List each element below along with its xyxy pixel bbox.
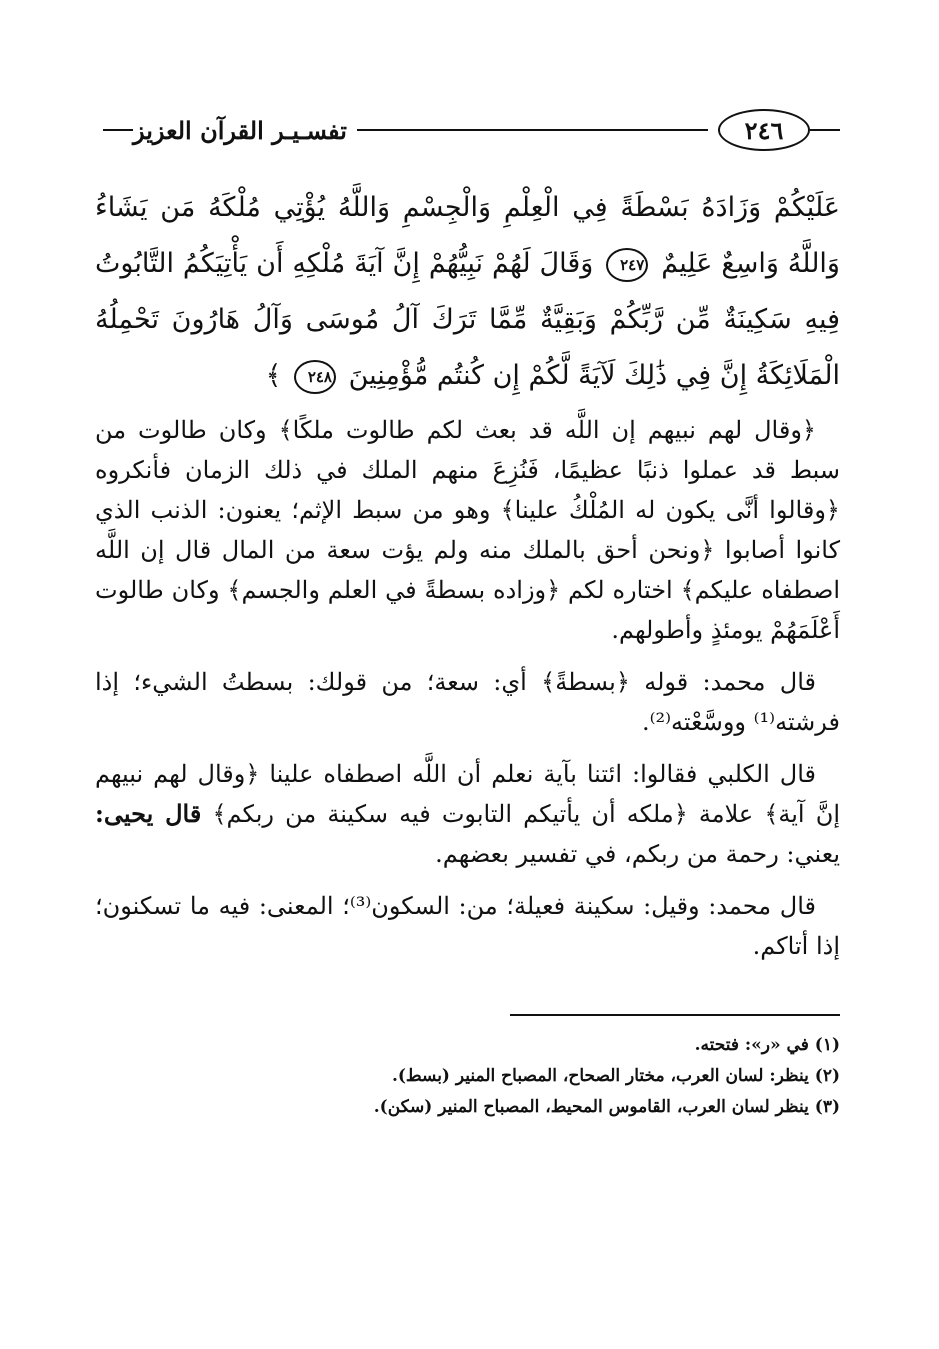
book-page <box>95 100 840 1123</box>
commentary-paragraph <box>95 662 840 742</box>
paragraph-text: قال محمد: قوله ﴿بسطةً﴾ أي: سعة؛ من قولك: بسطتُ الشيء؛ إذا فرشته⁽¹⁾ ووسَّعْته⁽²⁾. <box>95 668 840 736</box>
speaker-label: قال يحيى: <box>95 799 202 828</box>
header-rule-right-end <box>103 129 133 131</box>
footnotes <box>95 1030 840 1123</box>
paragraph-text: ﴿وقال لهم نبيهم إن اللَّه قد بعث لكم طالوت ملكًا﴾ وكان طالوت من سبط قد عملوا ذنبًا عظيمًا، فَنُزِعَ منهم الملك في ذلك الزمان فأنكروه ﴿وقالوا أنَّى يكون له المُلْكُ علينا﴾ وهو من سبط الإثم؛ يعنون: الذنب الذي كانوا أصابوا ﴿ونحن أحق بالملك منه ولم يؤت سعة من المال قال إن اللَّه اصطفاه عليكم﴾ اختاره لكم ﴿وزاده بسطةً في العلم والجسم﴾ وكان طالوت أَعْلَمَهُمْ يومئذٍ وأطولهم. <box>95 416 840 644</box>
ayah-number-247: ٢٤٧ <box>606 248 648 282</box>
footnote-separator <box>510 1014 840 1016</box>
book-title: تفسـيـر القرآن العزيز <box>133 115 347 145</box>
header-rule-left-end <box>810 129 840 131</box>
commentary-paragraph <box>95 754 840 874</box>
running-header <box>95 100 840 160</box>
commentary-paragraph <box>95 410 840 650</box>
header-rule <box>357 129 708 131</box>
verse-close-bracket: ﴾ <box>265 360 282 391</box>
footnote-3: (٣) ينظر لسان العرب، القاموس المحيط، المصباح المنير (سكن). <box>373 1097 840 1117</box>
commentary-paragraph <box>95 886 840 966</box>
paragraph-text: قال الكلبي فقالوا: ائتنا بآية نعلم أن اللَّه اصطفاه علينا ﴿وقال لهم نبيهم إنَّ آية﴾ علامة ﴿ملكه أن يأتيكم التابوت فيه سكينة من ربكم﴾ <box>95 760 840 828</box>
page-number: ٢٤٦ <box>718 109 810 151</box>
footnote-2: (٢) ينظر: لسان العرب، مختار الصحاح، المصباح المنير (بسط). <box>391 1066 840 1086</box>
paragraph-text: قال محمد: وقيل: سكينة فعيلة؛ من: السكون⁽³⁾؛ المعنى: فيه ما تسكنون؛ إذا أتاكم. <box>95 892 840 960</box>
footnote-1: (١) في «ر»: فتحته. <box>694 1035 840 1055</box>
verse-text: وَقَالَ لَهُمْ نَبِيُّهُمْ إِنَّ آيَةَ مُلْكِهِ أَن يَأْتِيَكُمُ التَّابُوتُ فِيهِ سَكِينَةٌ مِّن رَّبِّكُمْ وَبَقِيَّةٌ مِّمَّا تَرَكَ آلُ مُوسَى وَآلُ هَارُونَ تَحْمِلُهُ الْمَلَائِكَةُ إِنَّ فِي ذَٰلِكَ لَآيَةً لَّكُمْ إِن كُنتُم مُّؤْمِنِينَ <box>95 248 840 391</box>
ayah-number-248: ٢٤٨ <box>294 360 336 394</box>
verse-text: عَلَيْكُمْ وَزَادَهُ بَسْطَةً فِي الْعِلْمِ وَالْجِسْمِ وَاللَّهُ يُؤْتِي مُلْكَهُ مَن يَشَاءُ وَاللَّهُ وَاسِعٌ عَلِيمٌ <box>95 192 840 279</box>
quran-verse-block <box>95 180 840 404</box>
paragraph-text: يعني: رحمة من ربكم، في تفسير بعضهم. <box>435 840 840 868</box>
